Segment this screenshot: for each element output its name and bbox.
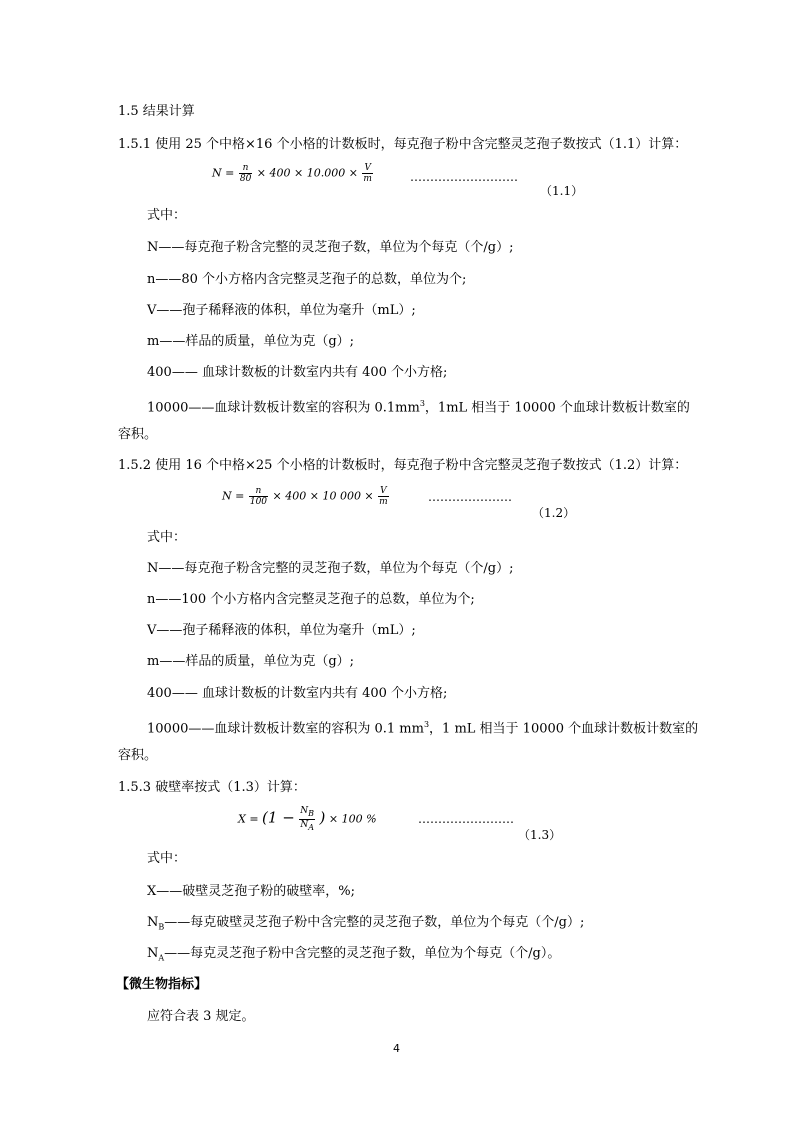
definition-V: V——孢子稀释液的体积，单位为毫升（mL）;: [147, 623, 416, 638]
fraction: $\frac{V}{m}$: [363, 163, 372, 184]
leader-dots: ………………………: [410, 170, 518, 184]
formula-1-2: [222, 486, 390, 507]
equation-number: （1.3）: [518, 828, 562, 842]
definition-NB: $N_B——$每克破壁灵芝孢子粉中含完整的灵芝孢子数，单位为个每克（个/g）;: [147, 915, 585, 932]
paragraph-1-5-1: 1.5.1 使用 25 个中格×16 个小格的计数板时，每克孢子粉中含完整灵芝孢子数按式（1.1）计算：: [118, 137, 688, 152]
definition-10000: 10000——血球计数板计数室的容积为 $0.1mm^3$，1mL 相当于 10000 个血球计数板计数室的: [147, 399, 690, 416]
paragraph-1-5-2: 1.5.2 使用 16 个中格×25 个小格的计数板时，每克孢子粉中含完整灵芝孢子数按式（1.2）计算：: [118, 458, 688, 473]
fraction: $\frac{N_B}{N_A}$: [300, 806, 315, 832]
formula-1-3: X = (1 − $\frac{N_B}{N_A}$ ) × 100 %: [238, 806, 377, 832]
definition-X: X——破壁灵芝孢子粉的破壁率，%;: [147, 884, 355, 899]
page-number: 4: [393, 1042, 400, 1055]
definition-n: n——100 个小方格内含完整灵芝孢子的总数，单位为个;: [147, 592, 475, 607]
definition-10000-cont: 容积。: [118, 427, 158, 442]
fraction: $\frac{n}{80}$: [239, 163, 252, 184]
definition-m: m——样品的质量，单位为克（g）;: [147, 654, 355, 669]
definition-10000: 10000——血球计数板计数室的容积为 0.1 $mm^3$，1 mL 相当于 10000 个血球计数板计数室的: [147, 720, 699, 737]
where-label: 式中：: [147, 208, 187, 223]
definition-N: N——每克孢子粉含完整的灵芝孢子数，单位为个每克（个/g）;: [147, 561, 514, 576]
paragraph-1-5-3: 1.5.3 破壁率按式（1.3）计算：: [118, 780, 306, 795]
formula-middle: × 400 × 10.000 ×: [256, 166, 358, 180]
where-label: 式中：: [147, 530, 187, 545]
definition-V: V——孢子稀释液的体积，单位为毫升（mL）;: [147, 303, 416, 318]
equation-number: （1.1）: [540, 184, 584, 198]
leader-dots: ……………………: [418, 812, 514, 826]
formula-middle: × 400 × 10 000 ×: [272, 489, 374, 503]
definition-400: 400—— 血球计数板的计数室内共有 400 个小方格;: [147, 365, 448, 380]
formula-1-1: [212, 163, 374, 184]
where-label: 式中：: [147, 851, 187, 866]
microbial-heading: 【微生物指标】: [116, 977, 208, 992]
section-title: 1.5 结果计算: [118, 104, 195, 119]
formula-lhs: N =: [212, 166, 235, 180]
formula-lhs: N =: [222, 489, 245, 503]
fraction: $\frac{n}{100}$: [249, 486, 268, 507]
leader-dots: …………………: [428, 490, 512, 504]
equation-number: （1.2）: [532, 506, 576, 520]
definition-400: 400—— 血球计数板的计数室内共有 400 个小方格;: [147, 686, 448, 701]
definition-10000-cont: 容积。: [118, 748, 158, 763]
fraction: $\frac{V}{m}$: [379, 486, 388, 507]
definition-n: n——80 个小方格内含完整灵芝孢子的总数，单位为个;: [147, 272, 467, 287]
definition-NA: $N_A——$每克灵芝孢子粉中含完整的灵芝孢子数，单位为个每克（个/g）。: [147, 946, 561, 963]
microbial-text: 应符合表 3 规定。: [147, 1009, 255, 1024]
definition-m: m——样品的质量，单位为克（g）;: [147, 334, 355, 349]
definition-N: N——每克孢子粉含完整的灵芝孢子数，单位为个每克（个/g）;: [147, 240, 514, 255]
